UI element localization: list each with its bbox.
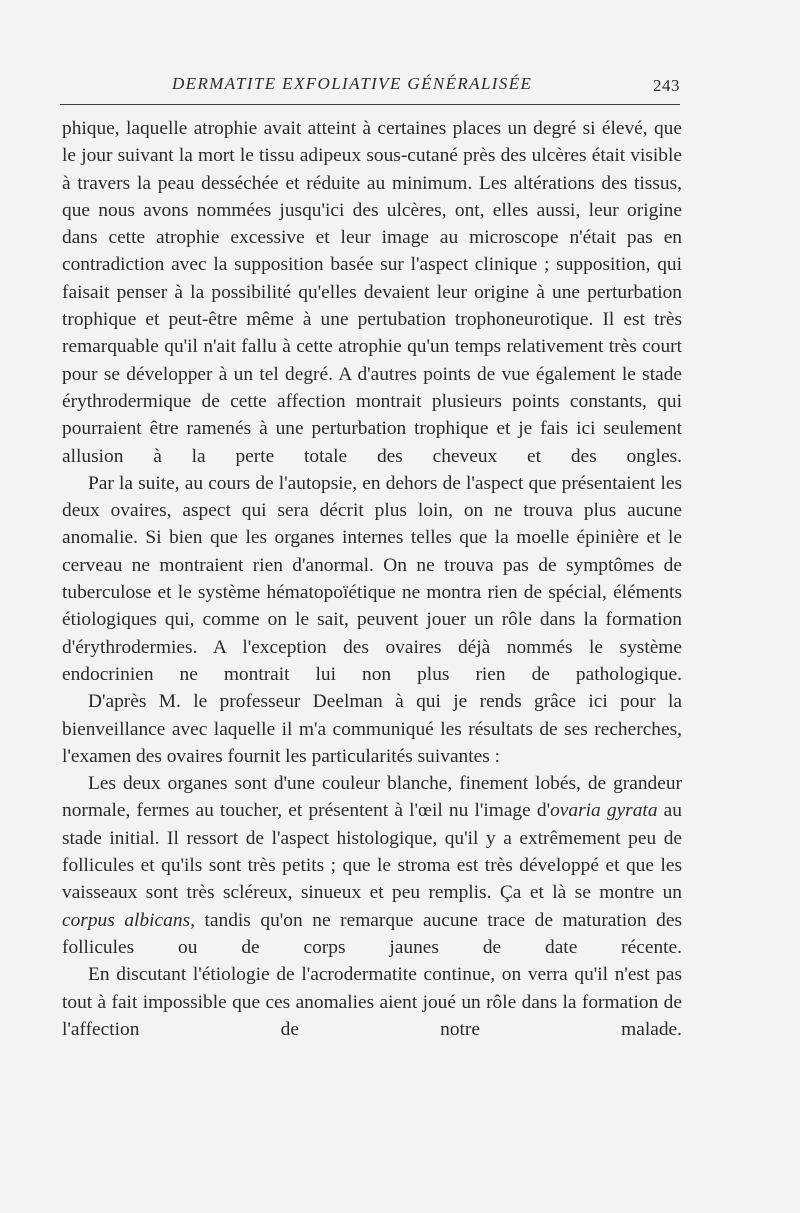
page-number: 243 xyxy=(653,76,680,95)
paragraph-2: Par la suite, au cours de l'autopsie, en dehors de l'aspect que présentaient les deux ovaires, aspect qui sera décrit plus loin, on ne trouva plus aucune anomalie. Si bien que les organes internes telles que la moelle épinière et le cerveau ne montraient rien d'anormal. On ne trouva pas de symptômes de tuberculose et le système hématopoïétique ne montra rien de spécial, éléments étiologiques qui, comme on le sait, peuvent jouer un rôle dans la formation d'érythrodermies. A l'exception des ovaires déjà nommés le système endocrinien ne montrait lui non plus rien de pathologique. xyxy=(62,472,682,685)
running-title: DERMATITE EXFOLIATIVE GÉNÉRALISÉE xyxy=(172,74,533,93)
running-header xyxy=(60,74,680,98)
paragraph-4-text-a: Les deux organes sont d'une couleur blanche, finement lobés, de grandeur normale, fermes au toucher, et présentent à l'œil nu l'image d' xyxy=(62,773,682,822)
header-rule xyxy=(60,104,680,105)
paragraph-4-text-b: au stade initial. Il ressort de l'aspect histologique, qu'il y a extrêmement peu de follicules et qu'ils sont très petits ; que le stroma est très développé et que les vaisseaux sont très scléreux, sinueux et peu remplis. Ça et là se montre un xyxy=(62,800,682,904)
paragraph-5: En discutant l'étiologie de l'acrodermatite continue, on verra qu'il n'est pas tout à fait impossible que ces anomalies aient joué un rôle dans la formation de l'affection de notre malade. xyxy=(62,964,682,1040)
body-text xyxy=(62,115,682,1043)
italic-term-corpus-albicans: corpus albicans, xyxy=(62,909,195,931)
paragraph-1: phique, laquelle atrophie avait atteint à certaines places un degré si élevé, que le jour suivant la mort le tissu adipeux sous-cutané près des ulcères était visible à travers la peau desséchée et réduite au minimum. Les altérations des tissus, que nous avons nommées jusqu'ici des ulcères, ont, elles aussi, leur origine dans cette atrophie excessive et leur image au microscope n'était pas en contradiction avec la supposition basée sur l'aspect clinique ; supposition, qui faisait penser à la possibilité qu'elles devaient leur origine à une perturbation trophique et peut-être même à une pertubation trophoneurotique. Il est très remarquable qu'il n'ait fallu à cette atrophie qu'un temps relativement très court pour se développer à un tel degré. A d'autres points de vue également le stade érythrodermique de cette affection montrait plusieurs points constants, qui pourraient être ramenés à une perturbation trophique et je fais ici seulement allusion à la perte totale des cheveux et des ongles. xyxy=(62,118,682,467)
paragraph-3: D'après M. le professeur Deelman à qui je rends grâce ici pour la bienveillance avec laquelle il m'a communiqué les résultats de ses recherches, l'examen des ovaires fournit les particularités suivantes : xyxy=(62,691,682,767)
italic-term-ovaria-gyrata: ovaria gyrata xyxy=(550,800,658,822)
paragraph-4 xyxy=(62,770,682,961)
paragraph-4-text-c: tandis qu'on ne remarque aucune trace de maturation des follicules ou de corps jaunes de date récente. xyxy=(62,909,682,958)
